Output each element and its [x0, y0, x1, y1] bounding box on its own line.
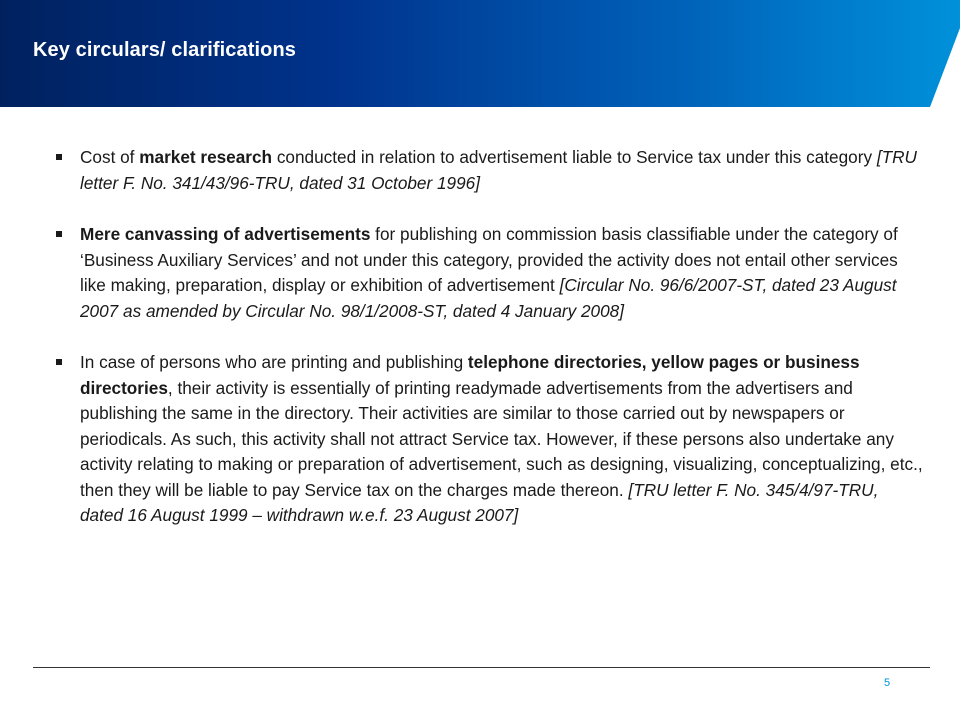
text-segment: In case of persons who are printing and publishing: [80, 352, 468, 372]
text-segment: conducted in relation to advertisement liable to Service tax under this category: [272, 147, 877, 167]
content-area: [56, 145, 926, 529]
bullet-text: [80, 147, 917, 193]
footer-divider: [33, 667, 930, 668]
bullet-item: [56, 145, 926, 196]
citation-text-segment: [Circular No. 96/6/2007-ST, dated 23 August 2007 as amended by Circular No. 98/1/2008-ST, dated 4 January 2008]: [80, 275, 897, 321]
citation-text-segment: [TRU letter F. No. 341/43/96-TRU, dated 31 October 1996]: [80, 147, 917, 193]
text-segment: Cost of: [80, 147, 140, 167]
bullet-item: [56, 350, 926, 529]
bullet-text: [80, 224, 898, 321]
citation-text-segment: [TRU letter F. No. 345/4/97-TRU, dated 16 August 1999 – withdrawn w.e.f. 23 August 2007]: [80, 479, 879, 525]
square-bullet-icon: [56, 359, 62, 365]
bullet-text: [80, 352, 923, 525]
page-title: Key circulars/ clarifications: [33, 39, 297, 61]
square-bullet-icon: [56, 231, 62, 237]
page-number: 5: [884, 677, 891, 689]
bold-text-segment: market research: [139, 147, 273, 167]
bold-text-segment: telephone directories, yellow pages or business directories: [80, 352, 860, 398]
bullet-item: [56, 222, 926, 324]
square-bullet-icon: [56, 154, 62, 160]
text-segment: for publishing on commission basis classifiable under the category of ‘Business Auxiliary Services’ and not under this category, provided the activity does not entail other services like making, preparation, display or exhibition of advertisement: [80, 224, 898, 295]
bold-text-segment: Mere canvassing of advertisements: [80, 224, 371, 244]
text-segment: , their activity is essentially of printing readymade advertisements from the advertisers and publishing the same in the directory. Their activities are similar to those carried out by newspapers or periodicals. As such, this activity shall not attract Service tax. However, if these persons also undertake any activity relating to making or preparation of advertisement, such as designing, visualizing, conceptualizing, etc., then they will be liable to pay Service tax on the charges made thereon.: [80, 377, 923, 500]
